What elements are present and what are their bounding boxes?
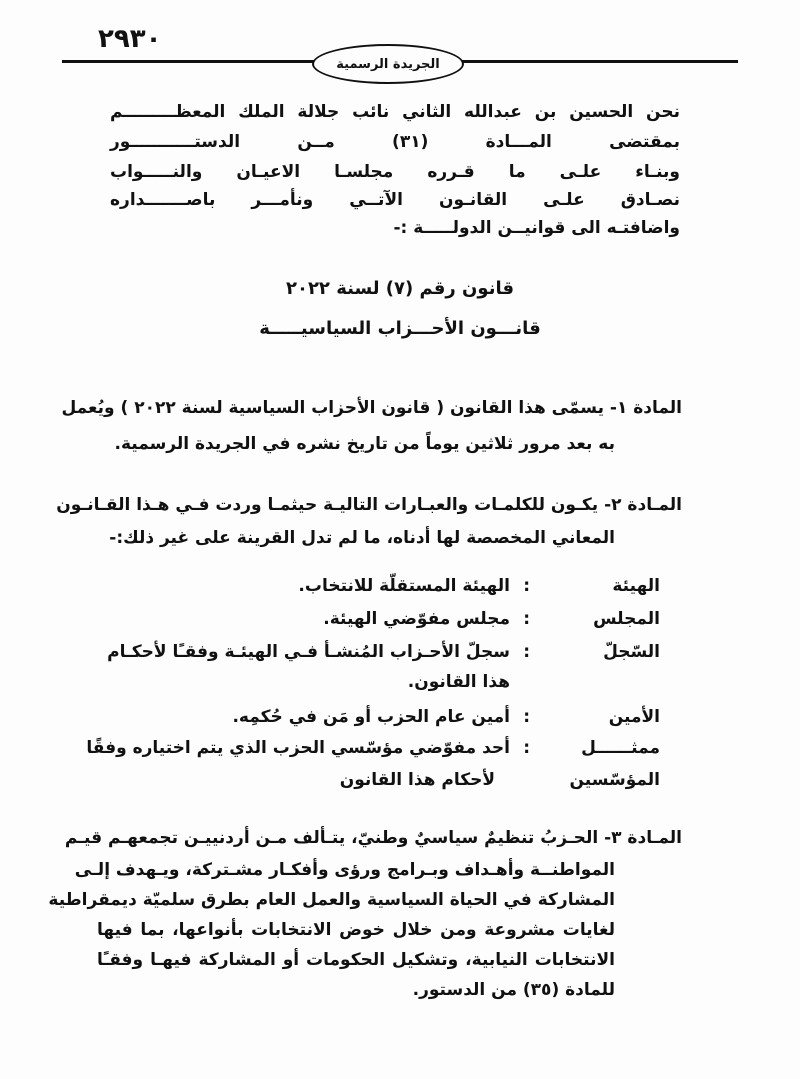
definition-term: المؤسّسين xyxy=(569,770,660,790)
definition-colon: : xyxy=(523,609,530,629)
article-3-line: المـادة ٣- الحـزبُ تنظيمٌ سياسيٌ وطنيّ، يتـألف مـن أردنييـن تجمعهـم قيـم xyxy=(64,828,682,848)
definition-text: الهيئة المستقلّة للانتخاب. xyxy=(298,576,510,596)
law-title: قانون رقم (٧) لسنة ٢٠٢٢ xyxy=(285,278,515,299)
definition-text: مجلس مفوّضي الهيئة. xyxy=(323,609,510,629)
article-3-line: المشاركة في الحياة السياسية والعمل العام بطرق سلميّة ديمقراطية xyxy=(48,890,615,910)
definition-term: الأمين xyxy=(608,707,660,727)
gazette-label: الجريدة الرسمية xyxy=(336,56,440,72)
definition-colon: : xyxy=(523,642,530,662)
definition-term: السّجلّ xyxy=(603,642,660,662)
preamble-line: نصـادق علـى القانـون الآتــي ونأمـــر باصـــــــداره xyxy=(110,190,680,210)
definition-term: المجلس xyxy=(593,609,660,629)
definition-text: لأحكام هذا القانون xyxy=(339,770,495,790)
article-2-line: المعاني المخصصة لها أدناه، ما لم تدل القرينة على غير ذلك:- xyxy=(109,528,615,548)
preamble-line: وبنـاء علـى ما قـرره مجلسـا الاعيـان والنـــــواب xyxy=(110,162,680,182)
article-3-line: الانتخابات النيابية، وتشكيل الحكومات أو المشاركة فيهـا وفقـًا xyxy=(97,950,615,970)
preamble-line: نحن الحسين بن عبدالله الثاني نائب جلالة الملك المعظـــــــــم xyxy=(110,102,680,122)
article-3-line: للمادة (٣٥) من الدستور. xyxy=(412,980,615,1000)
definition-term: ممثــــــل xyxy=(581,738,660,758)
definition-text: سجلّ الأحـزاب المُنشـأ فـي الهيئـة وفقـًا لأحكـام xyxy=(107,642,510,662)
article-1-line: به بعد مرور ثلاثين يوماً من تاريخ نشره في الجريدة الرسمية. xyxy=(114,434,615,454)
article-1-line: المادة ١- يسمّى هذا القانون ( قانون الأحزاب السياسية لسنة ٢٠٢٢ ) ويُعمل xyxy=(61,398,682,418)
page-number: ٢٩٣٠ xyxy=(98,24,162,54)
definition-colon: : xyxy=(523,738,530,758)
definition-colon: : xyxy=(523,707,530,727)
definition-term: الهيئة xyxy=(612,576,660,596)
law-name: قانـــون الأحـــزاب السياسيـــــة xyxy=(259,318,541,339)
definition-text: أمين عام الحزب أو مَن في حُكمِه. xyxy=(232,707,510,727)
definition-text: هذا القانون. xyxy=(407,672,510,692)
article-3-line: لغايات مشروعة ومن خلال خوض الانتخابات بأنواعها، بما فيها xyxy=(97,920,615,940)
gazette-oval xyxy=(312,44,464,84)
preamble-line: بمقتضى المـــادة (٣١) مــن الدستـــــــــــور xyxy=(110,132,680,152)
preamble-line: واضافتـه الى قوانيــن الدولـــــة :- xyxy=(393,218,680,238)
article-2-line: المـادة ٢- يكـون للكلمـات والعبـارات التاليـة حيثمـا وردت فـي هـذا القـانـون xyxy=(56,495,682,515)
definition-text: أحد مفوّضي مؤسّسي الحزب الذي يتم اختياره وفقًا xyxy=(86,738,510,758)
article-3-line: المواطنــة وأهـداف وبـرامج ورؤى وأفكـار مشـتركة، ويـهدف إلـى xyxy=(74,860,615,880)
definition-colon: : xyxy=(523,576,530,596)
